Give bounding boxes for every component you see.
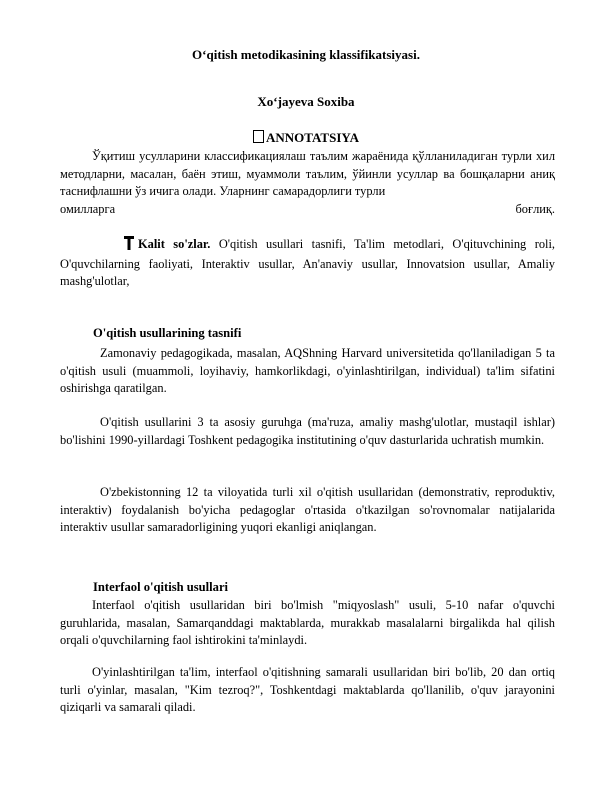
section-heading-classification: O'qitish usullarining tasnifi (93, 326, 242, 340)
checkbox-icon (253, 130, 264, 143)
annotation-last-line (60, 201, 555, 219)
annotation-text-left: омилларга (60, 201, 116, 216)
author-name: Xo‘jayeva Soxiba (257, 94, 355, 109)
section2-paragraph-2: O'yinlashtirilgan ta'lim, interfaol o'qitishning samarali usullaridan biri bo'lib, 20 dan ortiq turli o'yinlar, masalan, "Kim tezroq?", Toshkentdagi maktablarda qo'llanilib, o'quv jarayonini qiziqarli va samarali qiladi. (60, 665, 555, 715)
annotation-text: Ўқитиш усулларини классификациялаш таълим жараёнида қўлланиладиган турли хил методларни, масалан, баён этиш, муаммоли таълим, ўйинли усуллар ва бошқаларни аниқ таснифлашни ўз ичига олади. Уларнинг самарадорлиги турли (60, 149, 555, 199)
section2-paragraph-1: Interfaol o'qitish usullaridan biri bo'lmish "miqyoslash" usuli, 5-10 nafar o'quvchi guruhlarida, masalan, Samarqanddagi maktablarda, murakkab masalalarni birgalikda hal qilish orqali o'quvchilarning faol ishtirokini ta'minlaydi. (60, 598, 555, 648)
key-icon (92, 236, 134, 256)
annotation-paragraph (60, 148, 555, 218)
keywords-paragraph (60, 236, 555, 291)
document-title: O‘qitish metodikasining klassifikatsiyasi. (192, 47, 420, 62)
section1-paragraph-2: O'qitish usullarini 3 ta asosiy guruhga (ma'ruza, amaliy mashg'ulotlar, mustaqil ishlar) bo'lishini 1990-yillardagi Toshkent pedagogika institutining o'quv dasturlarida uchratish mumkin. (60, 415, 555, 447)
annotation-text-right: боғлиқ. (515, 201, 555, 216)
section-heading-interactive: Interfaol o'qitish usullari (93, 580, 229, 594)
section1-paragraph-3: O'zbekistonning 12 ta viloyatida turli xil o'qitish usullaridan (demonstrativ, reproduktiv, interaktiv) foydalanish bo'yicha pedagoglar o'rtasida o'tkazilgan so'rovnomalar natijalarida interaktiv usullar samaradorligining yuqori ekanligi aniqlangan. (60, 485, 555, 535)
keywords-label: Kalit so'zlar. (138, 237, 211, 251)
annotation-heading (0, 130, 612, 146)
section1-paragraph-1: Zamonaviy pedagogikada, masalan, AQShning Harvard universitetida qo'llaniladigan 5 ta o'qitish usuli (muammoli, loyihaviy, hamkorlikdagi, o'yinlashtirilgan, individual) ta'lim sifatini oshirishga qaratilgan. (60, 346, 555, 396)
annotation-heading-text: ANNOTATSIYA (266, 130, 359, 145)
keywords-text: O'qitish usullari tasnifi, Ta'lim metodlari, O'qituvchining roli, O'quvchilarning faoliyati, Interaktiv usullar, An'anaviy usullar, Innovatsion usullar, Amaliy mashg'ulotlar, (60, 237, 555, 289)
